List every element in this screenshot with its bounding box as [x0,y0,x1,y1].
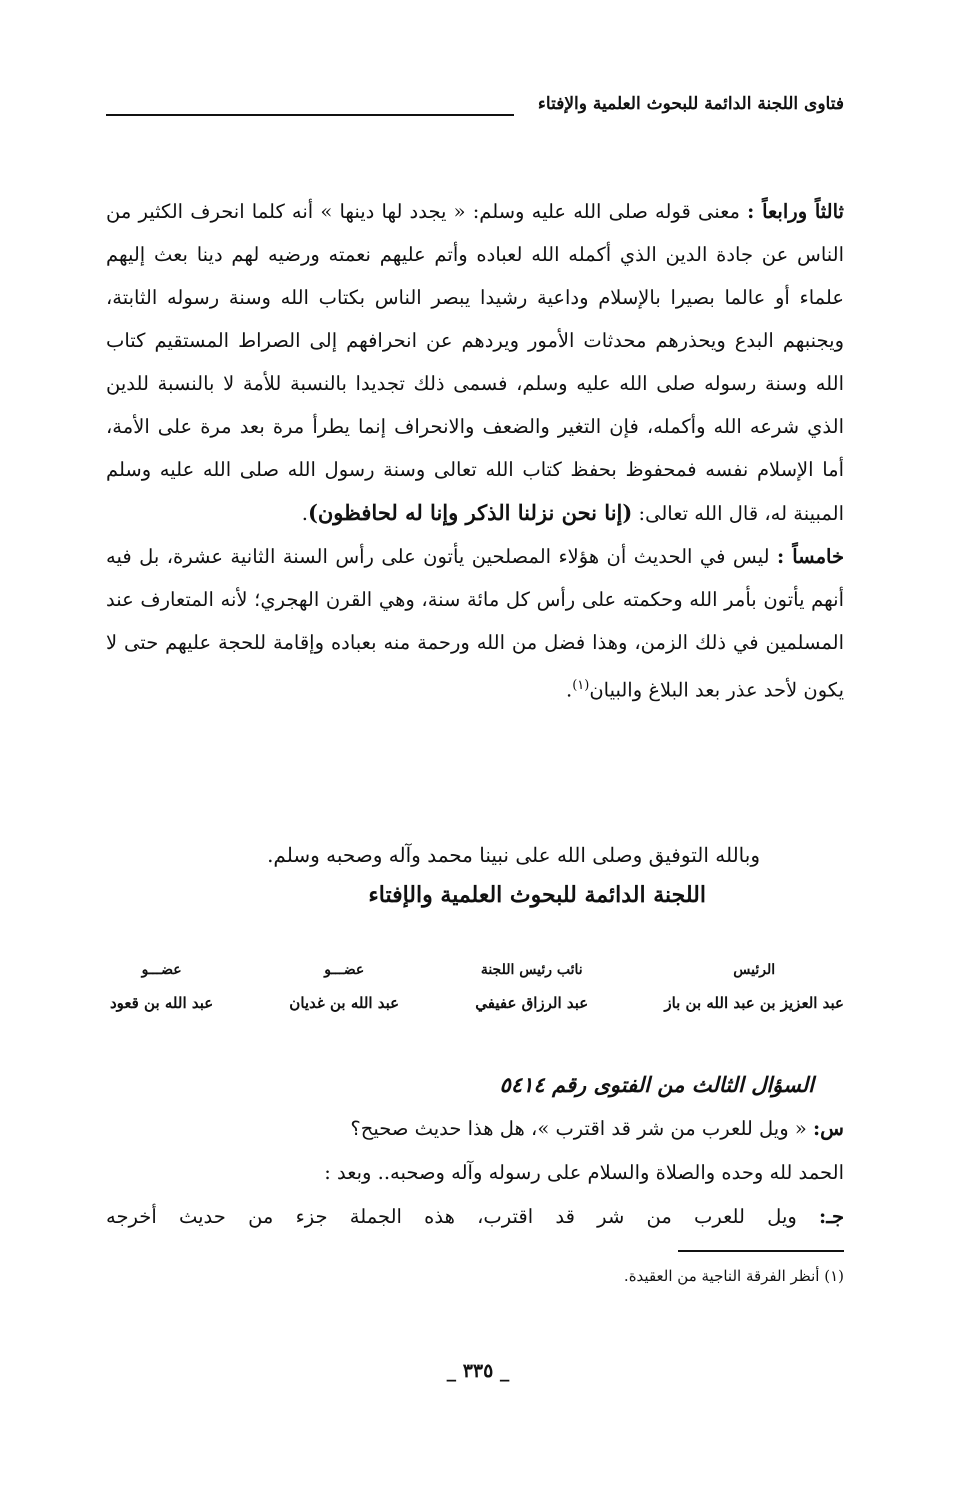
signature-name: عبد الله بن غديان [289,994,400,1012]
signature-role: نائب رئيس اللجنة [480,962,583,978]
header-rule [106,114,514,116]
question-label: س: [812,1117,844,1140]
paragraph-lead: خامساً : [777,545,845,568]
question-text: « ويل للعرب من شر قد اقترب »، هل هذا حديث صحيح؟ [350,1117,813,1140]
paragraph-text: ليس في الحديث أن هؤلاء المصلحين يأتون على رأس السنة الثانية عشرة، بل فيه أنهم يأتون بأمر الله وحكمته على رأس كل مائة سنة، وهي القرن الهجري؛ لأنه المتعارف عند المسلمين في ذلك الزمن، وهذا فضل من الله ورحمة منه بعباده وإقامة للحجة عليهم حتى لا يكون لأحد عذر بعد البلاغ والبيان [106,545,844,702]
committee-name: اللجنة الدائمة للبحوث العلمية والإفتاء [368,882,706,908]
signature-role: الرئيس [733,962,776,978]
paragraph-third-fourth [106,190,844,535]
signature-name: عبد العزيز بن عبد الله بن باز [664,994,844,1012]
header-title: فتاوى اللجنة الدائمة للبحوث العلمية والإفتاء [537,94,844,114]
fatwa-heading: السؤال الثالث من الفتوى رقم ٥٤١٤ [499,1072,814,1097]
page-number: _ ٣٣٥ _ [446,1360,510,1382]
answer-line [106,1195,844,1239]
answer-label: جـ: [819,1205,844,1228]
paragraph-end: . [301,502,308,525]
signature-name: عبد الرزاق عفيفي [475,994,589,1012]
signature-member [289,962,399,1022]
paragraph-end: . [565,678,573,702]
closing-line: وبالله التوفيق وصلى الله على نبينا محمد وآله وصحبه وسلم. [267,843,760,867]
signature-chairman [664,962,844,1022]
quran-quote: (إنا نحن نزلنا الذكر وإنا له لحافظون) [307,500,633,525]
fatwa-section [106,1063,844,1239]
praise-line: الحمد لله وحده والصلاة والسلام على رسوله وآله وصحبه.. وبعد : [324,1161,844,1184]
paragraph-text: معنى قوله صلى الله عليه وسلم: « يجدد لها دينها » أنه كلما انحرف الكثير من الناس عن جادة الدين الذي أكمله الله لعباده وأتم عليهم نعمته ورضيه لهم دينا بعث إليهم علماء أو عالما بصيرا بالإسلام وداعية رشيدا يبصر الناس بكتاب الله وسنة رسوله الثابتة، ويجنبهم البدع ويحذرهم محدثات الأمور ويردهم عن انحرافهم إلى الصراط المستقيم كتاب الله وسنة رسوله صلى الله عليه وسلم، فسمى ذلك تجديدا بالنسبة للأمة لا بالنسبة للدين الذي شرعه الله وأكمله، فإن التغير والضعف والانحراف إنما يطرأ مرة بعد مرة على الأمة، أما الإسلام نفسه فمحفوظ بحفظ كتاب الله تعالى وسنة رسول الله صلى الله عليه وسلم المبينة له، قال الله تعالى: [106,200,844,525]
paragraph-fifth [106,535,844,712]
main-text [106,190,844,712]
paragraph-lead: ثالثاً ورابعاً : [747,200,844,223]
signature-role: عضـــو [324,962,365,978]
question-line [106,1107,844,1151]
footnote: (١) أنظر الفرقة الناجية من العقيدة. [623,1267,844,1285]
signature-role: عضـــو [141,962,182,978]
footnote-rule [678,1250,844,1252]
signature-member [110,962,213,1022]
signature-name: عبد الله بن قعود [110,994,214,1012]
running-header [106,94,844,130]
answer-text: ويل للعرب من شر قد اقترب، هذه الجملة جزء من حديث أخرجه [106,1205,820,1228]
signatures [110,962,844,1022]
signature-vice-chairman [475,962,588,1022]
footnote-ref: (١) [572,678,590,693]
